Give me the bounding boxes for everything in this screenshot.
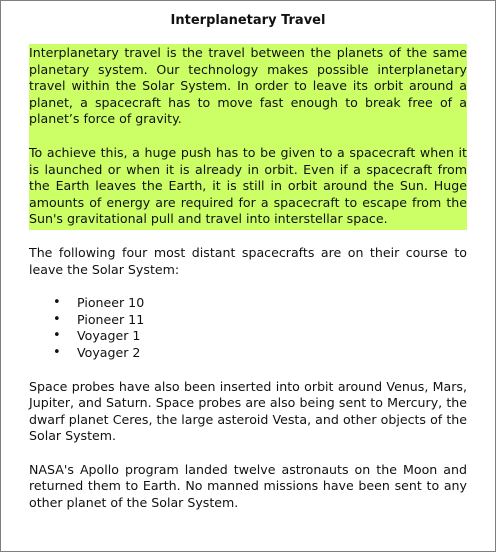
list-item: • Pioneer 11 <box>53 312 467 329</box>
list-gap-top <box>29 278 467 295</box>
paragraph-gap <box>29 445 467 462</box>
highlighted-section <box>29 44 467 230</box>
list-item: • Voyager 1 <box>53 328 467 345</box>
section-gap <box>29 230 467 245</box>
list-item: • Pioneer 10 <box>53 295 467 312</box>
highlighted-paragraph-1: Interplanetary travel is the travel between the planets of the same planetary system. Our technology makes possible interplanetary travel within the Solar System. In order to leave its orbit around a planet, a spacecraft has to move fast enough to break free of a planet’s force of gravity. <box>29 45 467 127</box>
list-intro: The following four most distant spacecrafts are on their course to leave the Solar System: <box>29 244 467 277</box>
paragraph-apollo: NASA's Apollo program landed twelve astronauts on the Moon and returned them to Earth. No manned missions have been sent to any other planet of the Solar System. <box>29 461 467 511</box>
paragraph-gap <box>29 128 467 145</box>
list-item: • Voyager 2 <box>53 345 467 362</box>
document-content <box>29 13 467 512</box>
list-gap-bottom <box>29 362 467 379</box>
paragraph-space-probes: Space probes have also been inserted into orbit around Venus, Mars, Jupiter, and Saturn. Space probes are also being sent to Mercury, the dwarf planet Ceres, the large asteroid Vesta, and other objects of the Solar System. <box>29 378 467 444</box>
document-title: Interplanetary Travel <box>170 13 326 28</box>
highlighted-paragraph-2: To achieve this, a huge push has to be given to a spacecraft when it is launched or when it is already in orbit. Even if a spacecraft from the Earth leaves the Earth, it is still in orbit around the Sun. Huge amounts of energy are required for a spacecraft to escape from the Sun's gravitational pull and travel into interstellar space. <box>29 144 467 227</box>
spacecraft-list <box>53 295 467 361</box>
